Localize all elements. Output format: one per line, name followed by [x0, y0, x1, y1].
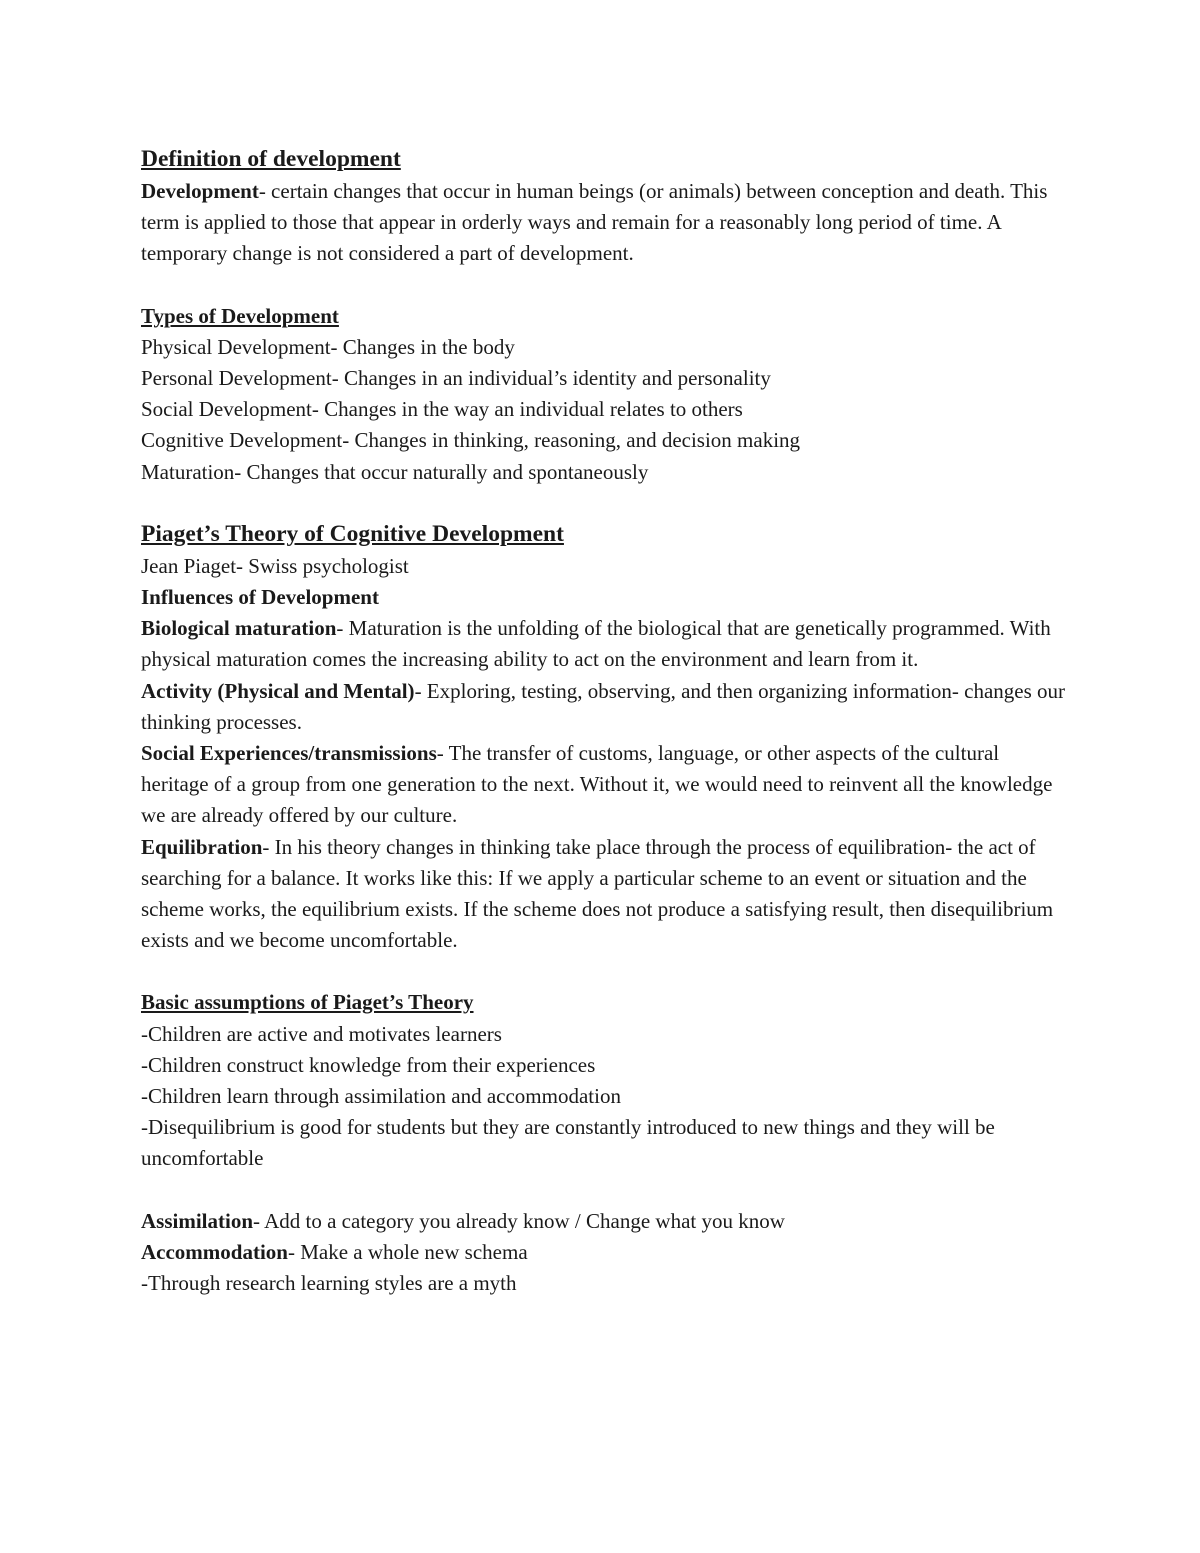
piaget-heading: Piaget’s Theory of Cognitive Development [141, 520, 564, 547]
document-body [141, 142, 1066, 1299]
types-item: Personal Development- Changes in an individual’s identity and personality [141, 366, 771, 391]
assumption-item: -Children construct knowledge from their experiences [141, 1052, 596, 1077]
assumption-item: -Children learn through assimilation and accommodation [141, 1084, 621, 1109]
assimilation-text: - Add to a category you already know / Change what you know [253, 1208, 785, 1233]
types-item: Social Development- Changes in the way an individual relates to others [141, 397, 743, 422]
influence-paragraph [141, 613, 1066, 675]
spacer [141, 1175, 1066, 1206]
influence-text: - In his theory changes in thinking take place through the process of equilibration- the act of searching for a balance. It works like this: If we apply a particular scheme to an event or situation and the scheme works, the equilibrium exists. If the scheme does not produce a satisfying result, then disequilibrium exists and we become uncomfortable. [141, 834, 1054, 953]
piaget-intro: Jean Piaget- Swiss psychologist [141, 553, 409, 578]
spacer [141, 488, 1066, 517]
influence-paragraph [141, 738, 1066, 832]
influence-term: Biological maturation [141, 616, 337, 641]
accommodation-term: Accommodation [141, 1239, 288, 1264]
spacer [141, 270, 1066, 301]
influence-paragraph [141, 832, 1066, 957]
influence-text: - Maturation is the unfolding of the biological that are genetically programmed. With physical maturation comes the increasing ability to act on the environment and learn from it. [141, 616, 1051, 672]
influence-term: Activity (Physical and Mental) [141, 678, 415, 703]
influence-term: Social Experiences/transmissions [141, 741, 437, 766]
assimilation-line [141, 1206, 1066, 1237]
definition-heading: Definition of development [141, 146, 401, 172]
definition-term: Development [141, 179, 259, 203]
types-item: Cognitive Development- Changes in thinking, reasoning, and decision making [141, 428, 801, 453]
learning-styles-note: -Through research learning styles are a myth [141, 1271, 517, 1296]
accommodation-line [141, 1237, 1066, 1268]
assumptions-heading: Basic assumptions of Piaget’s Theory [141, 990, 474, 1015]
definition-text: - certain changes that occur in human beings (or animals) between conception and death. This term is applied to those that appear in orderly ways and remain for a reasonably long period of time. A temporary change is not considered a part of development. [141, 179, 1048, 266]
influence-text: - The transfer of customs, language, or other aspects of the cultural heritage of a group from one generation to the next. Without it, we would need to reinvent all the knowledge we are already offered by our culture. [141, 741, 1053, 828]
types-item: Physical Development- Changes in the body [141, 334, 515, 359]
influence-text: - Exploring, testing, observing, and then organizing information- changes our thinking processes. [141, 678, 1066, 734]
spacer [141, 956, 1066, 987]
assimilation-term: Assimilation [141, 1208, 254, 1233]
types-item: Maturation- Changes that occur naturally and spontaneously [141, 459, 649, 484]
definition-paragraph [141, 176, 1066, 270]
assumption-item: -Children are active and motivates learners [141, 1021, 502, 1046]
types-heading: Types of Development [141, 303, 339, 328]
accommodation-text: - Make a whole new schema [287, 1239, 528, 1264]
influence-term: Equilibration [141, 834, 263, 859]
assumption-item: -Disequilibrium is good for students but they are constantly introduced to new things and they will be uncomfortable [141, 1115, 995, 1171]
influences-subheading: Influences of Development [141, 585, 379, 610]
influence-paragraph [141, 676, 1066, 738]
